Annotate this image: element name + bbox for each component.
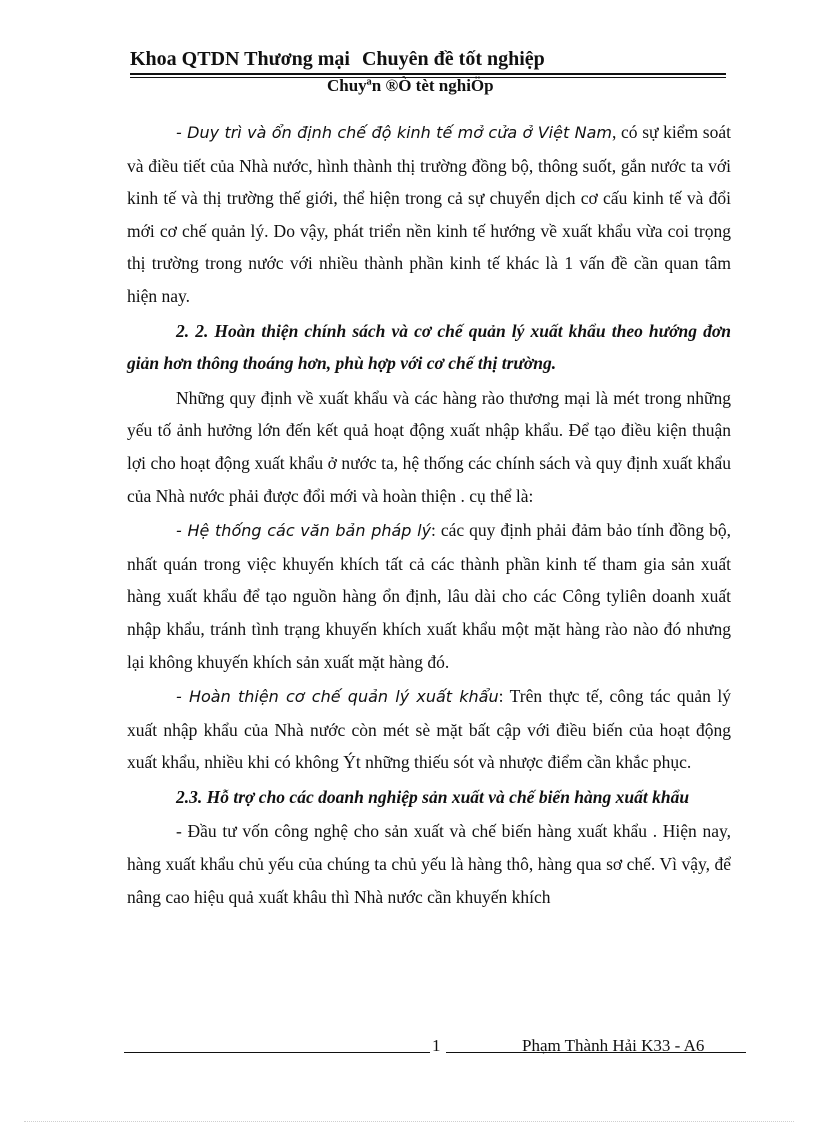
header-rule-thick (130, 73, 726, 75)
paragraph-text: Những quy định về xuất khẩu và các hàng rào thương mại là mét trong những yếu tố ảnh hưởng lớn đến kết quả hoạt động xuất nhập khẩu. Để tạo điều kiện thuận lợi cho hoạt động xuất khẩu ở nước ta, hệ thống các chính sách và quy định xuất khẩu của Nhà nước phải được đổi mới và hoàn thiện . cụ thể là: (127, 387, 731, 506)
section-heading: 2.3. Hỗ trợ cho các doanh nghiệp sản xuất và chế biến hàng xuất khẩu (176, 786, 690, 807)
paragraph-lead: - Hệ thống các văn bản pháp lý (176, 521, 432, 541)
header-faculty: Khoa QTDN Thương mại (130, 48, 350, 70)
footer-rule-left (124, 1052, 430, 1053)
section-heading: 2. 2. Hoàn thiện chính sách và cơ chế quản lý xuất khẩu theo hướng đơn giản hơn thông thoáng hơn, phù hợp với cơ chế thị trường. (127, 320, 731, 374)
paragraph-text: - Đầu tư vốn công nghệ cho sản xuất và chế biến hàng xuất khẩu . Hiện nay, hàng xuất khẩu chủ yếu của chúng ta chủ yếu là hàng thô, hàng qua sơ chế. Vì vậy, để nâng cao hiệu quả xuất khâu thì Nhà nước cần khuyến khích (127, 821, 731, 907)
paragraph (127, 680, 731, 779)
paragraph (127, 514, 731, 678)
page-bottom-edge (24, 1121, 794, 1122)
header-garbled-title: Chuyªn ®Ò tèt nghiÖp (327, 76, 494, 95)
paragraph (127, 116, 731, 313)
paragraph (127, 382, 731, 512)
paragraph-text: , có sự kiểm soát và điều tiết của Nhà nước, hình thành thị trường đồng bộ, thông suốt, gắn nước ta với kinh tế và thị trường thế giới, thể hiện trong cả sự chuyển dịch cơ cấu kinh tế và đổi mới cơ chế quản lý. Do vậy, phát triển nền kinh tế hướng về xuất khẩu vừa coi trọng thị trường trong nước với nhiều thành phần kinh tế khác là 1 vấn đề cần quan tâm hiện nay. (127, 122, 731, 306)
document-body (127, 116, 731, 915)
paragraph (127, 815, 731, 913)
footer-author: Phạm Thành Hải K33 - A6 (522, 1036, 705, 1055)
header-doc-type: Chuyên đề tốt nghiệp (361, 48, 545, 70)
page-number: 1 (432, 1036, 441, 1055)
paragraph-text: : Trên thực tế, công tác quản lý xuất nhập khẩu của Nhà nước còn mét sè mặt bất cập với điều biến của hoạt động xuất khẩu, nhiều khi có không Ýt những thiếu sót và nhược điểm cần khắc phục. (127, 686, 731, 773)
paragraph-lead: - Duy trì và ổn định chế độ kinh tế mở cửa ở Việt Nam (176, 123, 612, 142)
running-header (130, 48, 545, 71)
paragraph-text: : các quy định phải đảm bảo tính đồng bộ, nhất quán trong việc khuyến khích tất cả các thành phần kinh tế tham gia sản xuất hàng xuất khẩu để tạo nguồn hàng ổn định, lâu dài cho các Công tyliên doanh xuất nhập khẩu, tránh tình trạng khuyến khích xuất khẩu một mặt hàng rào nào đó nhưng lại không khuyến khích sản xuất mặt hàng đó. (127, 520, 731, 672)
paragraph-lead: - Hoàn thiện cơ chế quản lý xuất khẩu (176, 687, 499, 707)
